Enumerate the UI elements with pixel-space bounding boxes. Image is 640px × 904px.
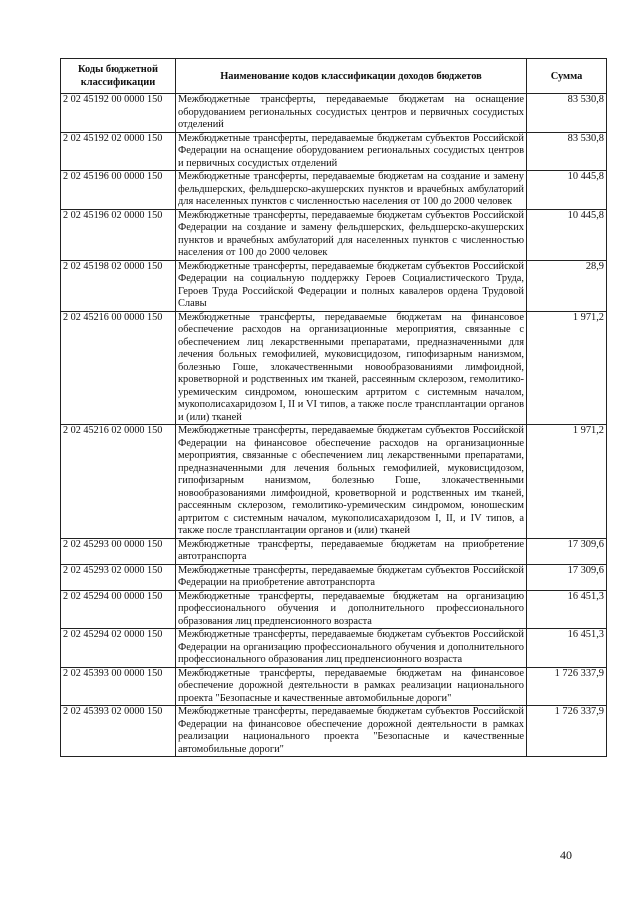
table-row	[61, 171, 607, 210]
row-code: 2 02 45196 00 0000 150	[61, 171, 176, 210]
row-sum: 10 445,8	[527, 171, 607, 210]
row-name: Межбюджетные трансферты, передаваемые бюджетам на организацию профессионального обучения и дополнительного профессионального образования лиц предпенсионного возраста	[176, 590, 527, 629]
row-name: Межбюджетные трансферты, передаваемые бюджетам на оснащение оборудованием региональных сосудистых центров и первичных сосудистых отделений	[176, 94, 527, 133]
page-number: 40	[560, 848, 572, 862]
row-name: Межбюджетные трансферты, передаваемые бюджетам субъектов Российской Федерации на оснащение оборудованием региональных сосудистых центров и первичных сосудистых отделений	[176, 132, 527, 171]
row-sum: 16 451,3	[527, 629, 607, 668]
row-name: Межбюджетные трансферты, передаваемые бюджетам субъектов Российской Федерации на социальную поддержку Героев Социалистического Труда, Героев Труда Российской Федерации и полных кавалеров ордена Трудовой Славы	[176, 260, 527, 311]
row-sum: 28,9	[527, 260, 607, 311]
row-code: 2 02 45192 02 0000 150	[61, 132, 176, 171]
row-name: Межбюджетные трансферты, передаваемые бюджетам субъектов Российской Федерации на приобретение автотранспорта	[176, 564, 527, 590]
row-name: Межбюджетные трансферты, передаваемые бюджетам на приобретение автотранспорта	[176, 538, 527, 564]
table-row	[61, 564, 607, 590]
table-row	[61, 667, 607, 706]
table-row	[61, 209, 607, 260]
row-sum: 17 309,6	[527, 538, 607, 564]
table-row	[61, 629, 607, 668]
row-sum: 83 530,8	[527, 132, 607, 171]
row-code: 2 02 45216 02 0000 150	[61, 425, 176, 539]
header-sum: Сумма	[527, 59, 607, 94]
row-code: 2 02 45216 00 0000 150	[61, 311, 176, 425]
table-row	[61, 425, 607, 539]
row-code: 2 02 45192 00 0000 150	[61, 94, 176, 133]
table-row	[61, 132, 607, 171]
table-header	[61, 59, 607, 94]
revenue-classification-table	[60, 58, 607, 757]
row-code: 2 02 45294 00 0000 150	[61, 590, 176, 629]
row-name: Межбюджетные трансферты, передаваемые бюджетам субъектов Российской Федерации на финансовое обеспечение расходов на организационные мероприятия, связанные с обеспечением лиц лекарственными препаратами, предназначенными для лечения больных гемофилией, муковисцидозом, гипофизарным нанизмом, болезнью Гоше, злокачественными новообразованиями лимфоидной, кроветворной и родственных им тканей, рассеянным склерозом, гемолитико-уремическим синдромом, юношеским артритом с системным началом, мукополисахаридозом I, II, и IV типов, а также после трансплантации органов и (или) тканей	[176, 425, 527, 539]
row-sum: 17 309,6	[527, 564, 607, 590]
row-code: 2 02 45393 00 0000 150	[61, 667, 176, 706]
table-row	[61, 706, 607, 757]
table-row	[61, 590, 607, 629]
row-code: 2 02 45198 02 0000 150	[61, 260, 176, 311]
row-code: 2 02 45393 02 0000 150	[61, 706, 176, 757]
header-code: Коды бюджетной классификации	[61, 59, 176, 94]
row-name: Межбюджетные трансферты, передаваемые бюджетам на финансовое обеспечение дорожной деятельности в рамках реализации национального проекта "Безопасные и качественные автомобильные дороги"	[176, 667, 527, 706]
row-sum: 10 445,8	[527, 209, 607, 260]
row-sum: 83 530,8	[527, 94, 607, 133]
row-sum: 16 451,3	[527, 590, 607, 629]
table-row	[61, 538, 607, 564]
header-name: Наименование кодов классификации доходов бюджетов	[176, 59, 527, 94]
table-body	[61, 94, 607, 757]
row-sum: 1 726 337,9	[527, 706, 607, 757]
row-name: Межбюджетные трансферты, передаваемые бюджетам субъектов Российской Федерации на создание и замену фельдшерских, фельдшерско-акушерских пунктов и врачебных амбулаторий для населенных пунктов с численностью населения от 100 до 2000 человек	[176, 209, 527, 260]
row-code: 2 02 45294 02 0000 150	[61, 629, 176, 668]
header-row	[61, 59, 607, 94]
row-sum: 1 971,2	[527, 425, 607, 539]
row-name: Межбюджетные трансферты, передаваемые бюджетам на создание и замену фельдшерских, фельдшерско-акушерских пунктов и врачебных амбулаторий для населенных пунктов с численностью населения от 100 до 2000 человек	[176, 171, 527, 210]
row-code: 2 02 45293 00 0000 150	[61, 538, 176, 564]
row-sum: 1 726 337,9	[527, 667, 607, 706]
row-code: 2 02 45293 02 0000 150	[61, 564, 176, 590]
table-row	[61, 260, 607, 311]
row-code: 2 02 45196 02 0000 150	[61, 209, 176, 260]
row-sum: 1 971,2	[527, 311, 607, 425]
table-row	[61, 311, 607, 425]
table-row	[61, 94, 607, 133]
row-name: Межбюджетные трансферты, передаваемые бюджетам субъектов Российской Федерации на финансовое обеспечение дорожной деятельности в рамках реализации национального проекта "Безопасные и качественные автомобильные дороги"	[176, 706, 527, 757]
row-name: Межбюджетные трансферты, передаваемые бюджетам на финансовое обеспечение расходов на организационные мероприятия, связанные с обеспечением лиц лекарственными препаратами, предназначенными для лечения больных гемофилией, муковисцидозом, гипофизарным нанизмом, болезнью Гоше, злокачественными новообразованиями лимфоидной, кроветворной и родственных им тканей, рассеянным склерозом, гемолитико-уремическим синдромом, юношеским артритом с системным началом, мукополисахаридозом I, II и VI типов, а также после трансплантации органов и (или) тканей	[176, 311, 527, 425]
row-name: Межбюджетные трансферты, передаваемые бюджетам субъектов Российской Федерации на организацию профессионального обучения и дополнительного профессионального образования лиц предпенсионного возраста	[176, 629, 527, 668]
